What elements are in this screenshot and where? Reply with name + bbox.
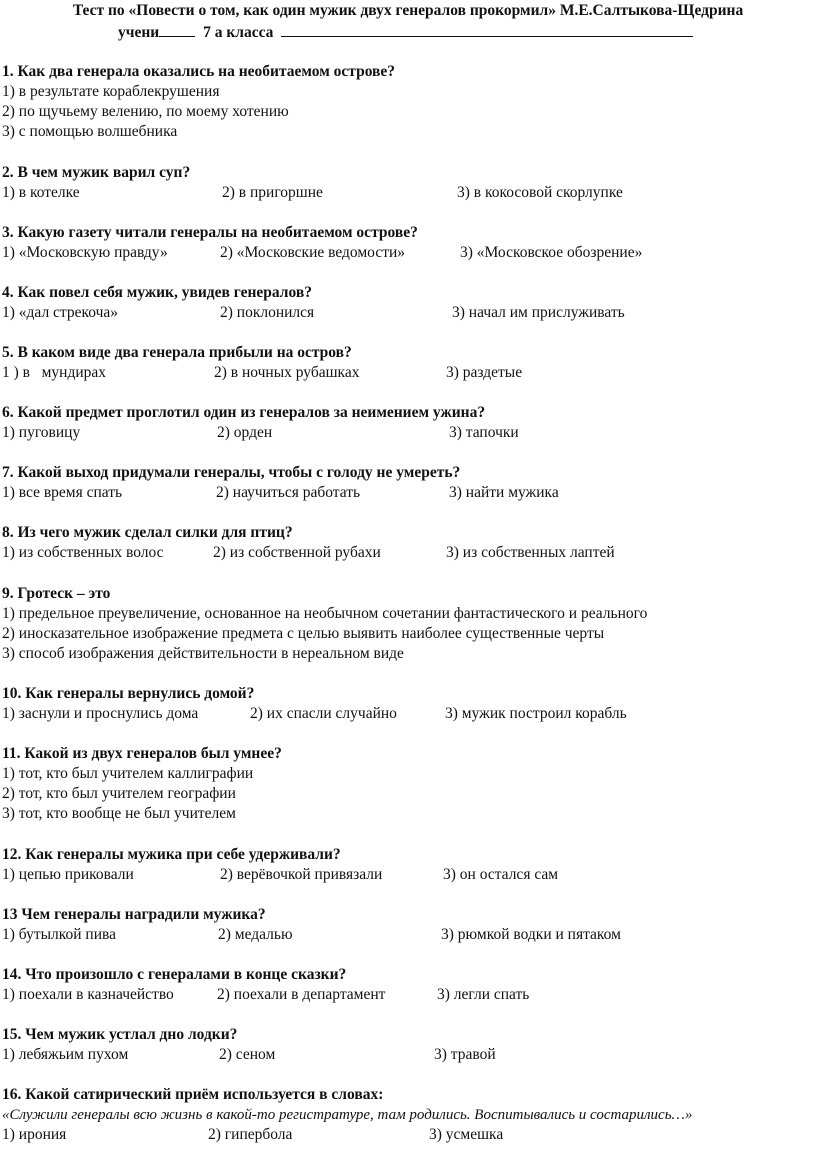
question-10 — [2, 684, 812, 724]
answer-option: 2) гипербола — [208, 1126, 293, 1143]
answer-option: 2) медалью — [218, 926, 293, 943]
answer-option: 1) тот, кто был учителем каллиграфии — [2, 765, 254, 782]
student-line — [118, 22, 693, 42]
answer-option: 2) «Московские ведомости» — [220, 244, 406, 261]
question-6 — [2, 403, 812, 443]
answer-option: 3) тот, кто вообще не был учителем — [2, 805, 236, 822]
answer-option: 3) из собственных лаптей — [446, 544, 615, 561]
answer-option: 2) по щучьему велению, по моему хотению — [2, 103, 289, 120]
question-text: 5. В каком виде два генерала прибыли на остров? — [2, 344, 352, 361]
question-12 — [2, 845, 812, 885]
answer-option: 3) раздетые — [446, 364, 523, 381]
answer-option: 1 ) в мундирах — [2, 364, 107, 381]
answer-option: 1) в результате кораблекрушения — [2, 83, 220, 100]
name-blank — [281, 22, 693, 37]
question-text: 10. Как генералы вернулись домой? — [2, 685, 255, 702]
answer-option: 3) начал им прислуживать — [452, 304, 625, 321]
student-name-blank — [159, 22, 195, 37]
question-15 — [2, 1025, 812, 1065]
question-16 — [2, 1085, 812, 1145]
class-label: 7 а класса — [203, 24, 274, 41]
answer-option: 3) рюмкой водки и пятаком — [441, 926, 621, 943]
question-1 — [2, 62, 812, 142]
answer-option: 1) «Московскую правду» — [2, 244, 168, 261]
question-text: 6. Какой предмет проглотил один из генералов за неимением ужина? — [2, 404, 486, 421]
question-8 — [2, 523, 812, 563]
question-5 — [2, 343, 812, 383]
question-2 — [2, 163, 812, 203]
answer-option: 1) поехали в казначейство — [2, 986, 174, 1003]
question-text: 13 Чем генералы наградили мужика? — [2, 906, 266, 923]
answer-option: 3) травой — [434, 1046, 496, 1063]
answer-option: 2) тот, кто был учителем географии — [2, 785, 236, 802]
question-9 — [2, 584, 812, 664]
student-label: учени — [118, 24, 160, 41]
answer-option: 2) в ночных рубашках — [214, 364, 360, 381]
answer-option: 3) найти мужика — [449, 484, 559, 501]
question-text: 1. Как два генерала оказались на необитаемом острове? — [2, 63, 396, 80]
question-4 — [2, 283, 812, 323]
answer-option: 1) лебяжьим пухом — [2, 1046, 129, 1063]
question-11 — [2, 744, 812, 824]
answer-option: 3) с помощью волшебника — [2, 123, 178, 140]
question-text: 9. Гротеск – это — [2, 585, 111, 602]
test-title: Тест по «Повести о том, как один мужик двух генералов прокормил» М.Е.Салтыкова-Щедрина — [72, 2, 744, 19]
answer-option: 3) в кокосовой скорлупке — [457, 184, 623, 201]
question-text: 14. Что произошло с генералами в конце сказки? — [2, 966, 347, 983]
answer-option: 2) из собственной рубахи — [213, 544, 381, 561]
question-13 — [2, 905, 812, 945]
answer-option: 2) поклонился — [220, 304, 315, 321]
question-3 — [2, 223, 812, 263]
answer-option: 1) в котелке — [2, 184, 80, 201]
question-text: 16. Какой сатирический приём используется в словах: — [2, 1086, 384, 1103]
question-text: 7. Какой выход придумали генералы, чтобы с голоду не умереть? — [2, 464, 461, 481]
answer-option: 2) их спасли случайно — [250, 705, 397, 722]
question-7 — [2, 463, 812, 503]
answer-option: 1) заснули и проснулись дома — [2, 705, 199, 722]
answer-option: 2) иносказательное изображение предмета с целью выявить наиболее существенные черты — [2, 625, 605, 642]
question-text: 12. Как генералы мужика при себе удерживали? — [2, 846, 341, 863]
answer-option: 2) в пригоршне — [222, 184, 323, 201]
answer-option: 2) верёвочкой привязали — [220, 866, 383, 883]
question-quote: «Служили генералы всю жизнь в какой-то регистратуре, там родились. Воспитывались и состарились…» — [2, 1107, 693, 1123]
answer-option: 2) сеном — [219, 1046, 276, 1063]
answer-option: 1) ирония — [2, 1126, 67, 1143]
answer-option: 1) из собственных волос — [2, 544, 164, 561]
question-text: 4. Как повел себя мужик, увидев генералов? — [2, 284, 312, 301]
answer-option: 3) способ изображения действительности в нереальном виде — [2, 645, 404, 662]
question-14 — [2, 965, 812, 1005]
answer-option: 1) цепью приковали — [2, 866, 134, 883]
answer-option: 3) он остался сам — [443, 866, 559, 883]
question-text: 8. Из чего мужик сделал силки для птиц? — [2, 524, 293, 541]
answer-option: 3) усмешка — [429, 1126, 504, 1143]
question-text: 2. В чем мужик варил суп? — [2, 164, 191, 181]
answer-option: 1) предельное преувеличение, основанное на необычном сочетании фантастического и реального — [2, 605, 648, 622]
answer-option: 1) все время спать — [2, 484, 123, 501]
answer-option: 2) орден — [217, 424, 273, 441]
question-text: 15. Чем мужик устлал дно лодки? — [2, 1026, 238, 1043]
answer-option: 2) поехали в департамент — [217, 986, 386, 1003]
answer-option: 2) научиться работать — [216, 484, 361, 501]
answer-option: 3) «Московское обозрение» — [460, 244, 643, 261]
answer-option: 1) бутылкой пива — [2, 926, 117, 943]
question-text: 3. Какую газету читали генералы на необитаемом острове? — [2, 224, 418, 241]
question-text: 11. Какой из двух генералов был умнее? — [2, 745, 282, 762]
answer-option: 1) «дал стрекоча» — [2, 304, 119, 321]
answer-option: 3) мужик построил корабль — [445, 705, 627, 722]
answer-option: 3) легли спать — [437, 986, 530, 1003]
answer-option: 3) тапочки — [449, 424, 519, 441]
answer-option: 1) пуговицу — [2, 424, 81, 441]
